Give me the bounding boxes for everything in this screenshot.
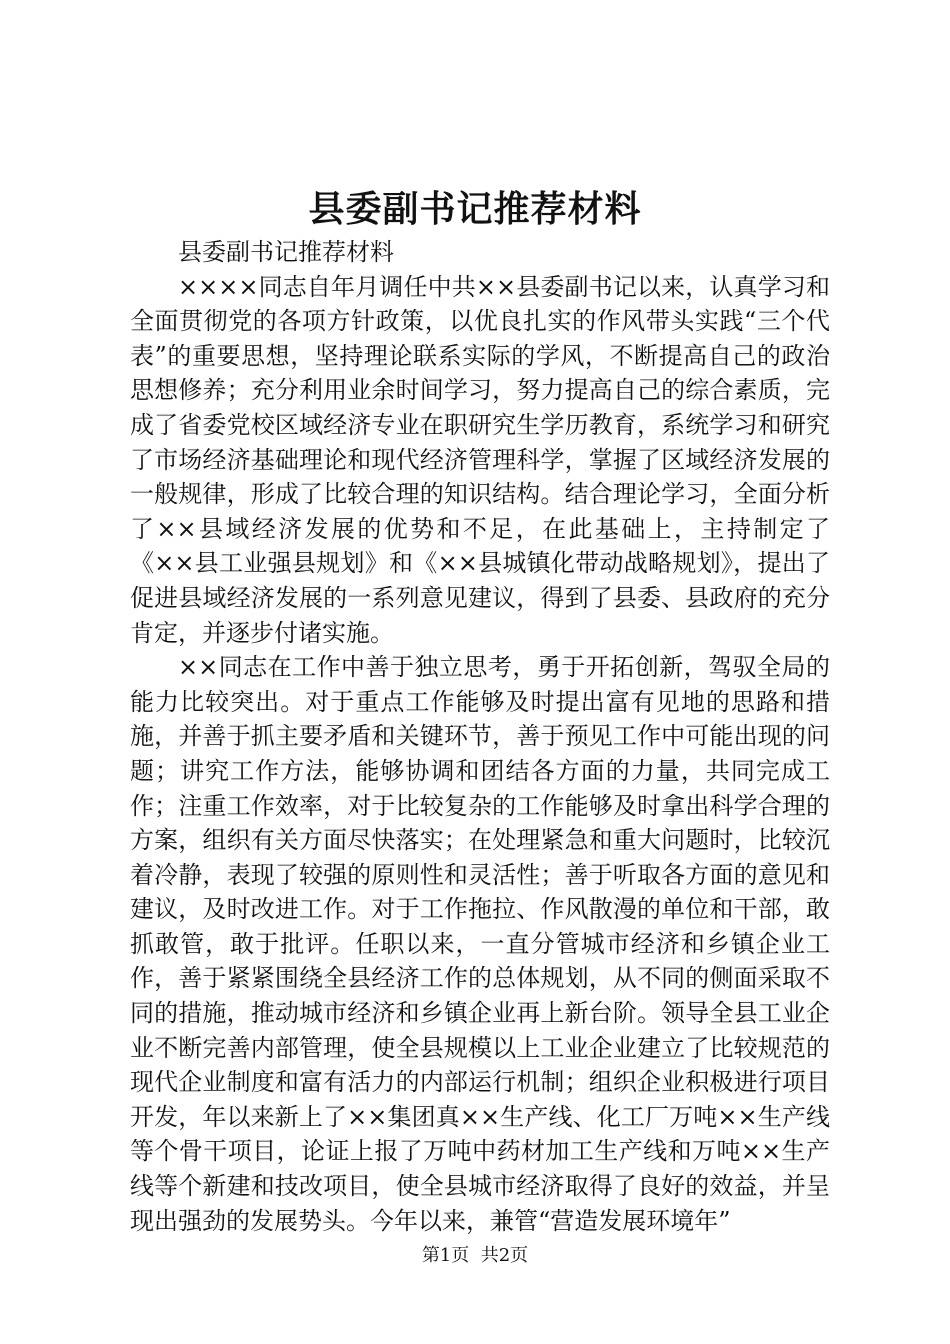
paragraph-1: ××××同志自年月调任中共××县委副书记以来，认真学习和全面贯彻党的各项方针政策，以优良扎实的作风带头实践“三个代表”的重要思想，坚持理论联系实际的学风，不断提高自己的政治思想修养；充分利用业余时间学习，努力提高自己的综合素质，完成了省委党校区域经济专业在职研究生学历教育，系统学习和研究了市场经济基础理论和现代经济管理科学，掌握了区域经济发展的一般规律，形成了比较合理的知识结构。结合理论学习，全面分析了××县域经济发展的优势和不足，在此基础上，主持制定了《××县工业强县规划》和《××县城镇化带动战略规划》，提出了促进县域经济发展的一系列意见建议，得到了县委、县政府的充分肯定，并逐步付诸实施。 xyxy=(130,272,830,647)
page-footer xyxy=(0,1244,950,1268)
page-number: 第1页 共2页 xyxy=(421,1245,529,1266)
paragraph-2: ××同志在工作中善于独立思考，勇于开拓创新，驾驭全局的能力比较突出。对于重点工作能够及时提出富有见地的思路和措施，并善于抓主要矛盾和关键环节，善于预见工作中可能出现的问题；讲究工作方法，能够协调和团结各方面的力量，共同完成工作；注重工作效率，对于比较复杂的工作能够及时拿出科学合理的方案，组织有关方面尽快落实；在处理紧急和重大问题时，比较沉着冷静，表现了较强的原则性和灵活性；善于听取各方面的意见和建议，及时改进工作。对于工作拖拉、作风散漫的单位和干部，敢抓敢管，敢于批评。任职以来，一直分管城市经济和乡镇企业工作，善于紧紧围绕全县经济工作的总体规划，从不同的侧面采取不同的措施，推动城市经济和乡镇企业再上新台阶。领导全县工业企业不断完善内部管理，使全县规模以上工业企业建立了比较规范的现代企业制度和富有活力的内部运行机制；组织企业积极进行项目开发，年以来新上了××集团真××生产线、化工厂万吨××生产线等个骨干项目，论证上报了万吨中药材加工生产线和万吨××生产线等个新建和技改项目，使全县城市经济取得了良好的效益，并呈现出强劲的发展势头。今年以来，兼管“营造发展环境年” xyxy=(130,653,830,1235)
document-title: 县委副书记推荐材料 xyxy=(308,188,642,230)
document-body xyxy=(130,235,830,1238)
document-subtitle: 县委副书记推荐材料 xyxy=(178,238,394,266)
